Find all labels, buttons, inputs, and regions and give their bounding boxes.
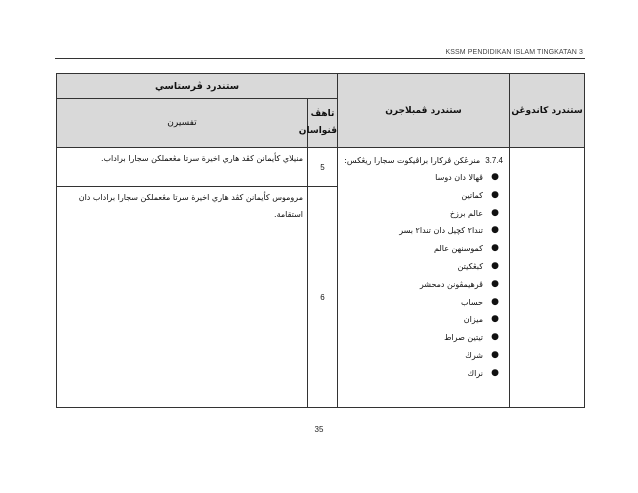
level-header: تاهڤ ڤنواسان (308, 99, 338, 148)
bullet-icon: ● (491, 207, 499, 218)
learning-standard-number: 3.7.4 (485, 156, 503, 165)
bullet-icon: ● (491, 225, 499, 236)
list-item: ● حساب (338, 294, 503, 312)
list-item: ● نراك (338, 365, 503, 383)
list-item: ● كموسنهن عالم (338, 240, 503, 258)
level-cell-6: 6 (308, 187, 338, 408)
bullet-icon: ● (491, 349, 499, 360)
bullet-icon: ● (491, 189, 499, 200)
list-item: ● شرڬ (338, 347, 503, 365)
bullet-icon: ● (491, 314, 499, 325)
performance-standard-header: ستندرد ڤرستاسي (57, 74, 338, 99)
learning-standard-list (338, 169, 503, 383)
learning-standard-intro-text: منرڠكن ڤركارا براڤيكوت سجارا ريڠكس: (344, 156, 481, 165)
standards-table (56, 73, 585, 408)
bullet-icon: ● (491, 260, 499, 271)
list-item: ● تندا٢ كچيل دان تندا٢ بسر (338, 222, 503, 240)
bullet-icon: ● (491, 332, 499, 343)
content-standard-header: ستندرد كاندوڠن (510, 74, 585, 148)
page-number: 35 (314, 425, 324, 434)
list-item: ● كبڠكيتن (338, 258, 503, 276)
learning-standard-header: ستندرد ڤمبلاجرن (338, 74, 510, 148)
list-item: ● ميزان (338, 311, 503, 329)
learning-standard-cell (338, 148, 510, 408)
bullet-icon: ● (491, 243, 499, 254)
list-item: ● تيتين صراط (338, 329, 503, 347)
level-cell-5: 5 (308, 148, 338, 187)
description-header: تفسيرن (57, 99, 308, 148)
bullet-icon: ● (491, 296, 499, 307)
bullet-icon: ● (491, 278, 499, 289)
list-item: ● عالم برزخ (338, 205, 503, 223)
description-cell-5: منيلاي كأيمانن كڤد هاري اخيرة سرتا مڠعملكن سجارا براداب. (57, 148, 308, 187)
bullet-icon: ● (491, 172, 499, 182)
list-item: ● ڤرهيمڤونن دمحشر (338, 276, 503, 294)
bullet-icon: ● (491, 367, 499, 378)
learning-standard-intro (338, 152, 503, 169)
content-standard-cell (510, 148, 585, 408)
description-cell-6: مروموس كأيمانن كڤد هاري اخيرة سرتا مڠعملكن سجارا براداب دان استقامة. (57, 187, 308, 408)
list-item: ● كماتين (338, 187, 503, 205)
header-rule (55, 58, 585, 59)
running-header: KSSM PENDIDIKAN ISLAM TINGKATAN 3 (445, 49, 583, 56)
list-item: ● ڤهالا دان دوسا (338, 169, 503, 187)
